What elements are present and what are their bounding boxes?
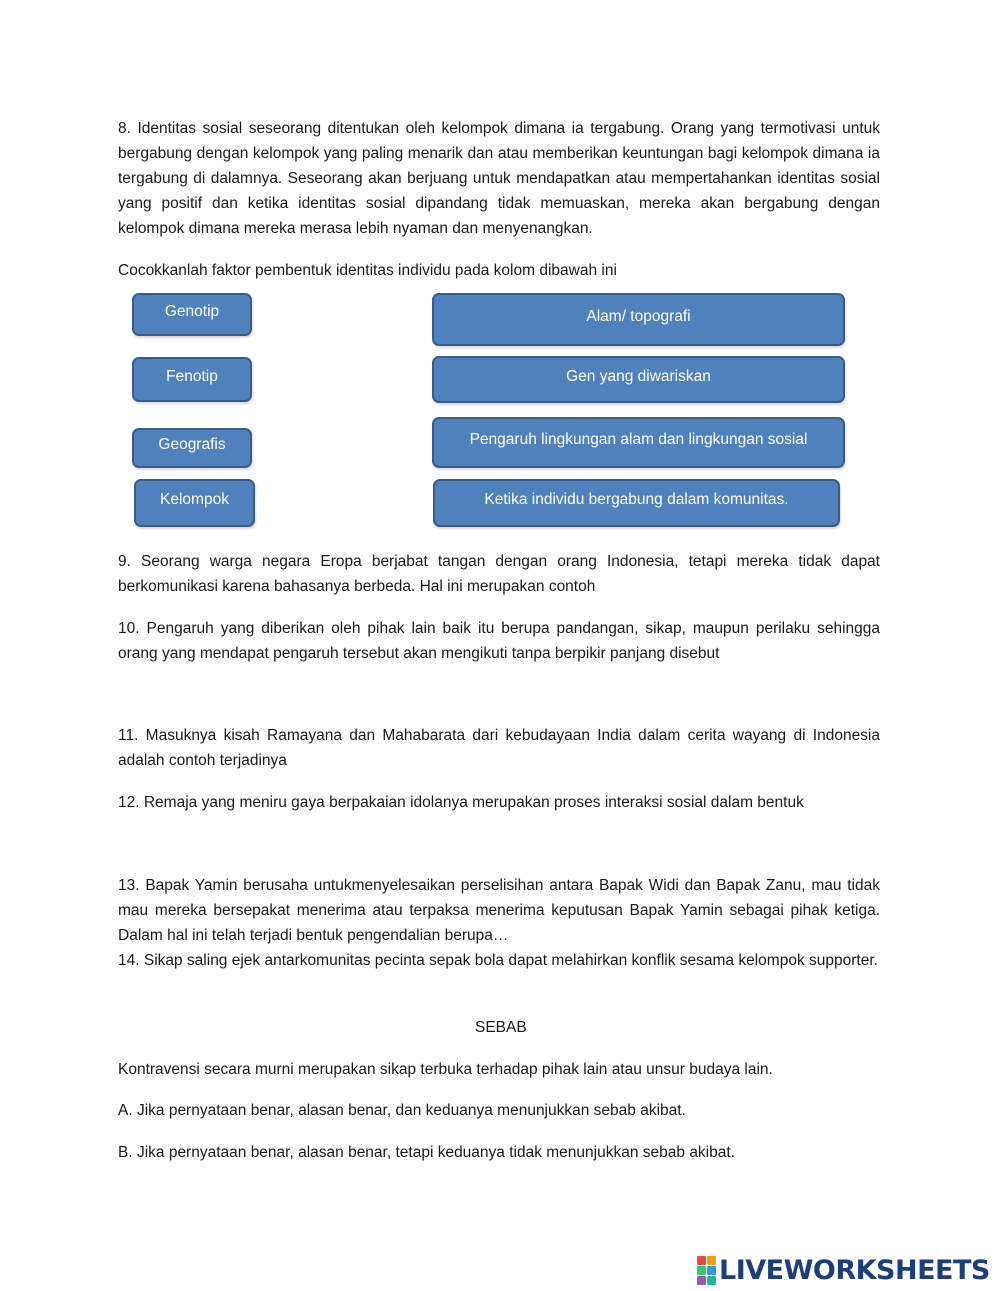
match-right-alam-topografi[interactable]	[432, 293, 845, 346]
match-left-kelompok[interactable]	[134, 479, 255, 527]
match-right-gen-diwariskan[interactable]	[432, 356, 845, 403]
sebab-connector: SEBAB	[475, 1019, 527, 1036]
liveworksheets-logo	[697, 1255, 990, 1285]
question-13: 13. Bapak Yamin berusaha untukmenyelesaikan perselisihan antara Bapak Widi dan Bapak Zanu, mau tidak mau mereka bersepakat menerima atau terpaksa menerima keputusan Bapak Yamin sebagai pihak ketiga. Dalam hal ini telah terjadi bentuk pengendalian berupa…	[118, 877, 880, 944]
match-right-label: Pengaruh lingkungan alam dan lingkungan sosial	[469, 430, 808, 448]
match-left-label: Geografis	[158, 436, 226, 453]
match-right-pengaruh-lingkungan[interactable]	[432, 417, 845, 468]
matching-instruction: Cocokkanlah faktor pembentuk identitas individu pada kolom dibawah ini	[118, 262, 617, 279]
question-8: 8. Identitas sosial seseorang ditentukan oleh kelompok dimana ia tergabung. Orang yang termotivasi untuk bergabung dengan kelompok yang paling menarik dan atau memberikan keuntungan bagi kelompok dimana ia tergabung di dalamnya. Seseorang akan berjuang untuk mendapatkan atau mempertahankan identitas sosial yang positif dan ketika identitas sosial dipandang tidak memuaskan, mereka akan bergabung dengan kelompok dimana mereka merasa lebih nyaman dan menyenangkan.	[118, 120, 880, 237]
question-10: 10. Pengaruh yang diberikan oleh pihak lain baik itu berupa pandangan, sikap, maupun perilaku sehingga orang yang mendapat pengaruh tersebut akan mengikuti tanpa berpikir panjang disebut	[118, 620, 880, 662]
match-left-label: Kelompok	[160, 491, 229, 508]
option-b: B. Jika pernyataan benar, alasan benar, tetapi keduanya tidak menunjukkan sebab akibat.	[118, 1144, 735, 1161]
match-right-label: Ketika individu bergabung dalam komunitas.	[484, 491, 789, 508]
match-left-genotip[interactable]	[132, 293, 252, 336]
question-14-statement: 14. Sikap saling ejek antarkomunitas pecinta sepak bola dapat melahirkan konflik sesama kelompok supporter.	[118, 952, 878, 969]
logo-blocks-icon	[697, 1256, 716, 1285]
logo-text: LIVEWORKSHEETS	[719, 1254, 990, 1286]
match-right-bergabung-komunitas[interactable]	[433, 479, 840, 527]
question-11: 11. Masuknya kisah Ramayana dan Mahabarata dari kebudayaan India dalam cerita wayang di Indonesia adalah contoh terjadinya	[118, 727, 880, 769]
match-left-geografis[interactable]	[132, 428, 252, 468]
match-left-label: Fenotip	[166, 367, 218, 385]
match-right-label: Gen yang diwariskan	[566, 367, 711, 385]
match-left-label: Genotip	[164, 302, 220, 320]
question-14-reason: Kontravensi secara murni merupakan sikap terbuka terhadap pihak lain atau unsur budaya lain.	[118, 1061, 773, 1078]
option-a: A. Jika pernyataan benar, alasan benar, dan keduanya menunjukkan sebab akibat.	[118, 1102, 686, 1119]
match-left-fenotip[interactable]	[132, 357, 252, 402]
match-right-label: Alam/ topografi	[586, 307, 691, 325]
question-12: 12. Remaja yang meniru gaya berpakaian idolanya merupakan proses interaksi sosial dalam bentuk	[118, 794, 804, 811]
question-9: 9. Seorang warga negara Eropa berjabat tangan dengan orang Indonesia, tetapi mereka tidak dapat berkomunikasi karena bahasanya berbeda. Hal ini merupakan contoh	[118, 553, 880, 595]
